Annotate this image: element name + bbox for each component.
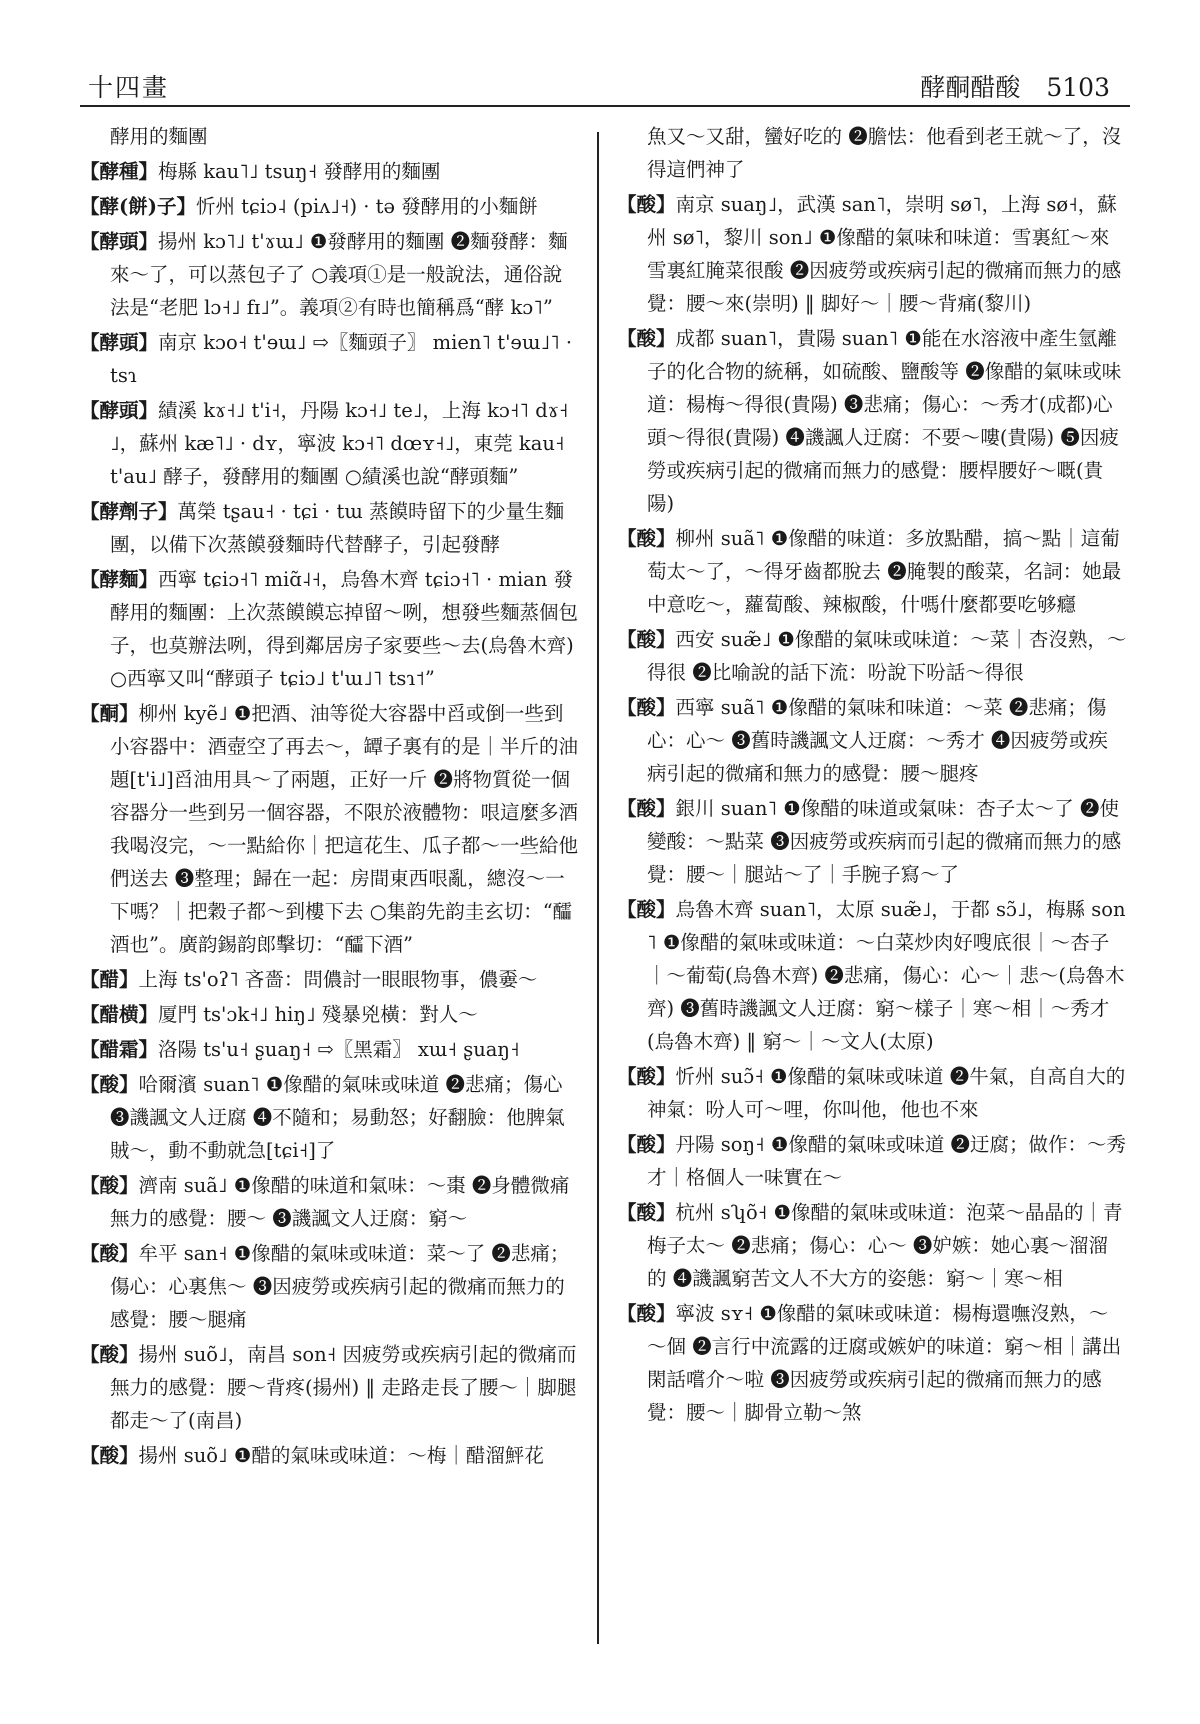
entry-text: 萬榮 tʂau˧ · tɕi · tɯ 蒸饃時留下的少量生麵團，以備下次蒸饃發麵時代替酵子，引起發酵 [110, 500, 565, 556]
header-characters: 酵酮醋酸 [920, 73, 1021, 102]
dictionary-entry [80, 1169, 580, 1235]
dictionary-entry [617, 792, 1127, 891]
dictionary-entry [617, 691, 1127, 790]
dictionary-entry [617, 623, 1127, 689]
dictionary-entry [80, 1237, 580, 1336]
left-column [80, 120, 580, 1474]
entry-headword: 【酸】 [80, 1444, 139, 1467]
dictionary-entry [80, 495, 580, 561]
entry-headword: 【酸】 [80, 1343, 139, 1366]
entry-headword: 【酵頭】 [80, 331, 159, 354]
right-column [617, 120, 1127, 1431]
entry-headword: 【醋横】 [80, 1003, 159, 1026]
entry-text: 南京 suaŋ˩，武漢 san˥，崇明 sø˥，上海 sø˧，蘇州 sø˥，黎川 son˩ ❶像醋的氣味和味道：雪裏紅～來雪裏紅腌菜很酸 ❷因疲勞或疾病引起的微痛而無力的感覺：腰～來(崇明) ‖ 脚好～｜腰～背痛(黎川) [647, 193, 1122, 315]
entry-headword: 【酵劑子】 [80, 500, 178, 523]
dictionary-entry [617, 522, 1127, 621]
entry-text: 忻州 suɔ̃˧ ❶像醋的氣味或味道 ❷牛氣，自高自大的神氣：吩人可～哩，你叫他，他也不來 [647, 1065, 1126, 1121]
entry-text: 忻州 tɕiɔ˨ (piʌ˩˧) · tə 發酵用的小麵餅 [195, 195, 538, 218]
entry-text: 南京 kɔo˧ t'ɘɯ˩ ⇨〖麵頭子〗 mien˥ t'ɘɯ˩˥ · tsɿ [110, 331, 573, 387]
entry-headword: 【酸】 [617, 898, 676, 921]
entry-headword: 【酸】 [80, 1242, 139, 1265]
entry-headword: 【酸】 [617, 527, 676, 550]
entry-headword: 【酸】 [617, 1302, 676, 1325]
entry-headword: 【酸】 [617, 1133, 676, 1156]
entry-text: 揚州 suõ˩，南昌 son˧ 因疲勞或疾病引起的微痛而無力的感覺：腰～背疼(揚州) ‖ 走路走長了腰～｜脚腿都走～了(南昌) [110, 1343, 577, 1432]
entry-headword: 【酵種】 [80, 160, 159, 183]
entry-text: 西安 suæ̃˩ ❶像醋的氣味或味道：～菜｜杏沒熟，～得很 ❷比喻說的話下流：吩說下吩話～得很 [647, 628, 1127, 684]
entry-headword: 【酮】 [80, 702, 139, 725]
entry-text: 丹陽 soŋ˧ ❶像醋的氣味或味道 ❷迂腐；做作：～秀才｜格個人一味實在～ [647, 1133, 1127, 1189]
dictionary-entry [617, 1060, 1127, 1126]
dictionary-entry [80, 697, 580, 961]
entry-text: 績溪 kɤ˧˩ t'i˧，丹陽 kɔ˧˩ te˩，上海 kɔ˧˥ dɤ˧˩，蘇州 kæ˥˩ · dʏ，寧波 kɔ˧˥ dœʏ˧˩，東莞 kau˧ t'au˩ 酵子，發酵用的麵團 ○績溪也說“酵頭麵” [110, 399, 569, 488]
entry-text: 銀川 suan˥ ❶像醋的味道或氣味：杏子太～了 ❷使變酸：～點菜 ❸因疲勞或疾病而引起的微痛而無力的感覺：腰～｜腿站～了｜手腕子寫～了 [647, 797, 1122, 886]
entry-headword: 【酸】 [617, 1201, 676, 1224]
dictionary-entry [80, 998, 580, 1031]
entry-text: 杭州 sʮõ˧ ❶像醋的氣味或味道：泡菜～晶晶的｜青梅子太～ ❷悲痛；傷心：心～ ❸妒嫉：她心裏～溜溜的 ❹譏諷窮苦文人不大方的姿態：窮～｜寒～相 [647, 1201, 1123, 1290]
dictionary-entry [80, 563, 580, 695]
entry-headword: 【酸】 [617, 327, 676, 350]
entry-text: 揚州 suõ˩ ❶醋的氣味或味道：～梅｜醋溜鮃花 [138, 1444, 544, 1467]
dictionary-entry [617, 893, 1127, 1058]
entry-text: 寧波 sʏ˧ ❶像醋的氣味或味道：楊梅還嘸沒熟，～～個 ❷言行中流露的迂腐或嫉妒的味道：窮～相｜講出閑話嚐介～啦 ❸因疲勞或疾病引起的微痛而無力的感覺：腰～｜脚骨立勒～煞 [647, 1302, 1122, 1424]
dictionary-entry [617, 120, 1127, 186]
dictionary-entry [80, 155, 580, 188]
entry-headword: 【酸】 [617, 696, 676, 719]
dictionary-entry [80, 190, 580, 223]
section-label: 十四畫 [88, 73, 170, 102]
entry-text: 柳州 suã˥ ❶像醋的味道：多放點醋，搞～點｜這葡萄太～了，～得牙齒都脫去 ❷腌製的酸菜，名詞：她最中意吃～，蘿蔔酸、辣椒酸，什嗎什麼都要吃够癮 [647, 527, 1122, 616]
entry-text: 牟平 san˧ ❶像醋的氣味或味道：菜～了 ❷悲痛；傷心：心裏焦～ ❸因疲勞或疾病引起的微痛而無力的感覺：腰～腿痛 [110, 1242, 570, 1331]
dictionary-entry [80, 1439, 580, 1472]
column-divider [597, 132, 599, 1644]
dictionary-entry [617, 1297, 1127, 1429]
header-rule [80, 105, 1130, 107]
entry-text: 西寧 suã˥ ❶像醋的氣味和味道：～菜 ❷悲痛；傷心：心～ ❸舊時譏諷文人迂腐：～秀才 ❹因疲勞或疾病引起的微痛和無力的感覺：腰～腿疼 [647, 696, 1108, 785]
entry-headword: 【酸】 [617, 628, 676, 651]
entry-headword: 【酸】 [617, 797, 676, 820]
dictionary-entry [80, 326, 580, 392]
entry-headword: 【酸】 [617, 1065, 676, 1088]
dictionary-entry [80, 1068, 580, 1167]
entry-text: 揚州 kɔ˥˩ t'ɤɯ˩ ❶發酵用的麵團 ❷麵發酵：麵來～了，可以蒸包子了 ○義項①是一般說法，通俗說法是“老肥 lɔ˧˩ fɪ˩”。義項②有時也簡稱爲“酵 kɔ˥” [110, 230, 568, 319]
header-right [894, 68, 1110, 104]
entry-text: 濟南 suã˩ ❶像醋的味道和氣味：～棗 ❷身體微痛無力的感覺：腰～ ❸譏諷文人迂腐：窮～ [110, 1174, 570, 1230]
dictionary-entry [80, 963, 580, 996]
dictionary-entry [617, 1196, 1127, 1295]
entry-text: 成都 suan˥，貴陽 suan˥ ❶能在水溶液中產生氫離子的化合物的統稱，如硫酸、鹽酸等 ❷像醋的氣味或味道：楊梅～得很(貴陽) ❸悲痛；傷心：～秀才(成都)心頭～得很(貴陽) ❹譏諷人迂腐：不要～嘍(貴陽) ❺因疲勞或疾病引起的微痛而無力的感覺：腰桿腰好～嘅(貴陽) [647, 327, 1122, 515]
dictionary-entry [80, 1033, 580, 1066]
entry-text: 酵用的麵團 [110, 125, 208, 148]
entry-headword: 【酵頭】 [80, 399, 159, 422]
entry-text: 哈爾濱 suan˥ ❶像醋的氣味或味道 ❷悲痛；傷心 ❸譏諷文人迂腐 ❹不隨和；易動怒；好翻臉：他脾氣賊～，動不動就急[tɕi˧]了 [110, 1073, 565, 1162]
dictionary-entry [80, 1338, 580, 1437]
entry-text: 厦門 ts'ɔk˧˩ hiŋ˩ 殘暴兇橫：對人～ [158, 1003, 478, 1026]
entry-headword: 【酵(餅)子】 [80, 195, 196, 218]
entry-text: 上海 ts'oʔ˥ 吝嗇：問儂討一眼眼物事，儂嫑～ [138, 968, 538, 991]
entry-headword: 【酵麵】 [80, 568, 159, 591]
entry-headword: 【酸】 [617, 193, 676, 216]
dictionary-entry [80, 225, 580, 324]
entry-text: 洛陽 ts'u˧ ʂuaŋ˧ ⇨〖黑霜〗 xɯ˧ ʂuaŋ˧ [158, 1038, 520, 1061]
entry-text: 魚又～又甜，蠻好吃的 ❷膽怯：他看到老王就～了，沒得這們神了 [647, 125, 1122, 181]
dictionary-entry [617, 322, 1127, 520]
entry-text: 梅縣 kau˥˩ tsuŋ˧ 發酵用的麵團 [158, 160, 441, 183]
entry-headword: 【酸】 [80, 1073, 139, 1096]
dictionary-entry [617, 188, 1127, 320]
entry-text: 西寧 tɕiɔ˧˥ miɑ̃˨˧，烏魯木齊 tɕiɔ˧˥ · mian 發酵用的麵團：上次蒸饃饃忘掉留～咧，想發些麵蒸個包子，也莫辦法咧，得到鄰居房子家要些～去(烏魯木齊) ○西寧又叫“酵頭子 tɕiɔ˩ t'ɯ˩˥ tsɿ˦” [110, 568, 579, 690]
entry-text: 柳州 kyẽ˩ ❶把酒、油等從大容器中舀或倒一些到小容器中：酒壺空了再去～，罈子裏有的是｜半斤的油題[t'i˩]舀油用具～了兩題，正好一斤 ❷將物質從一個容器分一些到另一個容器，不限於液體物：哏這麼多酒我喝沒完，～一點給你｜把這花生、瓜子都～一些給他們送去 ❸整理；歸在一起：房間東西哏亂，總沒～一下嗎？｜把穀子都～到樓下去 ○集韵先韵圭玄切：“醽酒也”。廣韵錫韵郎擊切：“醽下酒” [110, 702, 579, 956]
dictionary-entry [617, 1128, 1127, 1194]
entry-headword: 【醋霜】 [80, 1038, 159, 1061]
dictionary-entry [80, 394, 580, 493]
entry-headword: 【酵頭】 [80, 230, 159, 253]
entry-headword: 【酸】 [80, 1174, 139, 1197]
page-header [80, 60, 1130, 106]
dictionary-entry [80, 120, 580, 153]
entry-headword: 【醋】 [80, 968, 139, 991]
page-number: 5103 [1046, 73, 1110, 102]
entry-text: 烏魯木齊 suan˥，太原 suæ̃˩，于都 sɔ̃˩，梅縣 son˥ ❶像醋的氣味或味道：～白菜炒肉好嗖底很｜～杏子｜～葡萄(烏魯木齊) ❷悲痛，傷心：心～｜悲～(烏魯木齊) ❸舊時譏諷文人迂腐：窮～樣子｜寒～相｜～秀才(烏魯木齊) ‖ 窮～｜～文人(太原) [647, 898, 1126, 1053]
